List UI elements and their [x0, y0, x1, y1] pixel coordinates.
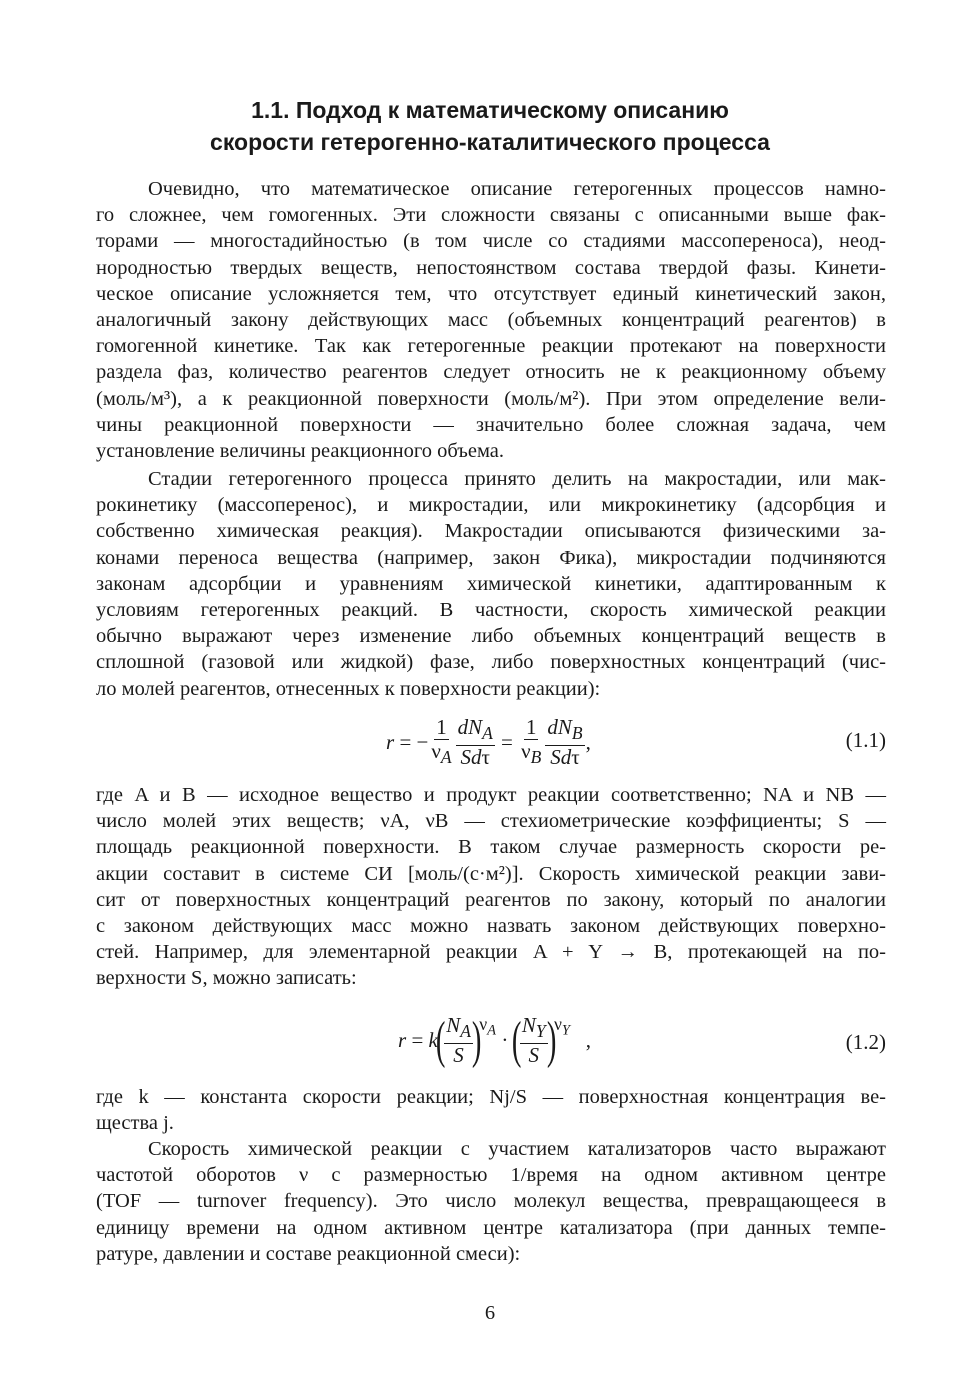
text-line: Очевидно, что математическое описание гетерогенных процессов намно- [148, 178, 886, 200]
text-line: конами переноса вещества (например, закон Фика), микростадии подчиняются [96, 547, 886, 569]
text-line: чины реакционной поверхности — значительно более сложная задача, чем [96, 414, 886, 436]
page-number: 6 [484, 1302, 496, 1324]
text-line: нородностью твердых веществ, непостоянством состава твердой фазы. Кинети- [96, 257, 886, 279]
text-line: верхности S, можно записать: [96, 967, 357, 989]
text-line: ло молей реагентов, отнесенных к поверхности реакции): [96, 678, 601, 700]
text-line: где A и B — исходное вещество и продукт реакции соответственно; NA и NB — [96, 784, 886, 806]
text-line: сит от поверхностных концентраций реагентов по закону, который по аналогии [96, 889, 886, 911]
text-line: Скорость химической реакции с участием катализаторов часто выражают [148, 1138, 886, 1160]
text-line: установление величины реакционного объема. [96, 440, 505, 462]
equation-number: (1.1) [845, 728, 886, 752]
text-line: стей. Например, для элементарной реакции A + Y → B, протекающей на по- [96, 941, 886, 963]
equation-number: (1.2) [845, 1030, 886, 1054]
text-line: раздела фаз, количество реагентов следует относить не к реакционному объему [96, 361, 886, 383]
section-heading-line: 1.1. Подход к математическому описанию [251, 97, 729, 123]
text-line: площадь реакционной поверхности. В таком случае размерность скорости ре- [96, 836, 886, 858]
equation-1-2 [96, 1010, 886, 1076]
text-line: условиям гетерогенных реакций. В частности, скорость химической реакции [96, 599, 886, 621]
text-line: гомогенной кинетике. Так как гетерогенные реакции протекают на поверхности [96, 335, 886, 357]
text-line: акции составит в системе СИ [моль/(с·м²)]. Скорость химической реакции зави- [96, 863, 886, 885]
text-line: торами — многостадийностью (в том числе со стадиями массопереноса), неод- [96, 230, 886, 252]
equation-1-1 [96, 712, 886, 772]
text-line: обычно выражают через изменение либо объемных концентраций веществ в [96, 625, 886, 647]
text-line: законам адсорбции и уравнениям химической кинетики, адаптированным к [96, 573, 886, 595]
text-line: ратуре, давлении и составе реакционной смеси): [96, 1243, 521, 1265]
section-heading-line: скорости гетерогенно-каталитического процесса [210, 129, 770, 155]
text-line: частотой оборотов ν с размерностью 1/время на одном активном центре [96, 1164, 886, 1186]
text-line: (TOF — turnover frequency). Это число молекул вещества, превращающееся в [96, 1190, 886, 1212]
text-line: аналогичный закону действующих масс (объемных концентраций реагентов) в [96, 309, 886, 331]
text-line: с законом действующих масс можно назвать законом действующих поверхно- [96, 915, 886, 937]
text-line: щества j. [96, 1112, 174, 1134]
text-line: где k — константа скорости реакции; Nj/S — поверхностная концентрация ве- [96, 1086, 886, 1108]
text-line: число молей этих веществ; νA, νB — стехиометрические коэффициенты; S — [96, 810, 886, 832]
text-line: го сложнее, чем гомогенных. Эти сложности связаны с описанными выше фак- [96, 204, 886, 226]
text-line: единицу времени на одном активном центре катализатора (при данных темпе- [96, 1217, 886, 1239]
equation-1-2-body: r = k ( $\frac{N_A}{S}$ ) $\nu_A$ · ( $\frac{N_Y}{S}$ ) $\nu_Y$ , [398, 1011, 591, 1069]
equation-1-1-body: r = − $\frac{1}{\nu_A}$ $\frac{dN_A}{\text{Sdτ}}$ = $\frac{1}{\nu_B}$ $\frac{dN_B}{\text{Sdτ}}$ , [386, 715, 591, 770]
text-line: (моль/м³), а к реакционной поверхности (моль/м²). При этом определение вели- [96, 388, 886, 410]
text-line: собственно химическая реакция). Макростадии описываются физическими за- [96, 520, 886, 542]
text-line: рокинетику (массоперенос), и микростадии, или микрокинетику (адсорбция и [96, 494, 886, 516]
text-line: Стадии гетерогенного процесса принято делить на макростадии, или мак- [148, 468, 886, 490]
text-line: сплошной (газовой или жидкой) фазе, либо поверхностных концентраций (чис- [96, 651, 886, 673]
text-line: ческое описание усложняется тем, что отсутствует единый кинетический закон, [96, 283, 886, 305]
